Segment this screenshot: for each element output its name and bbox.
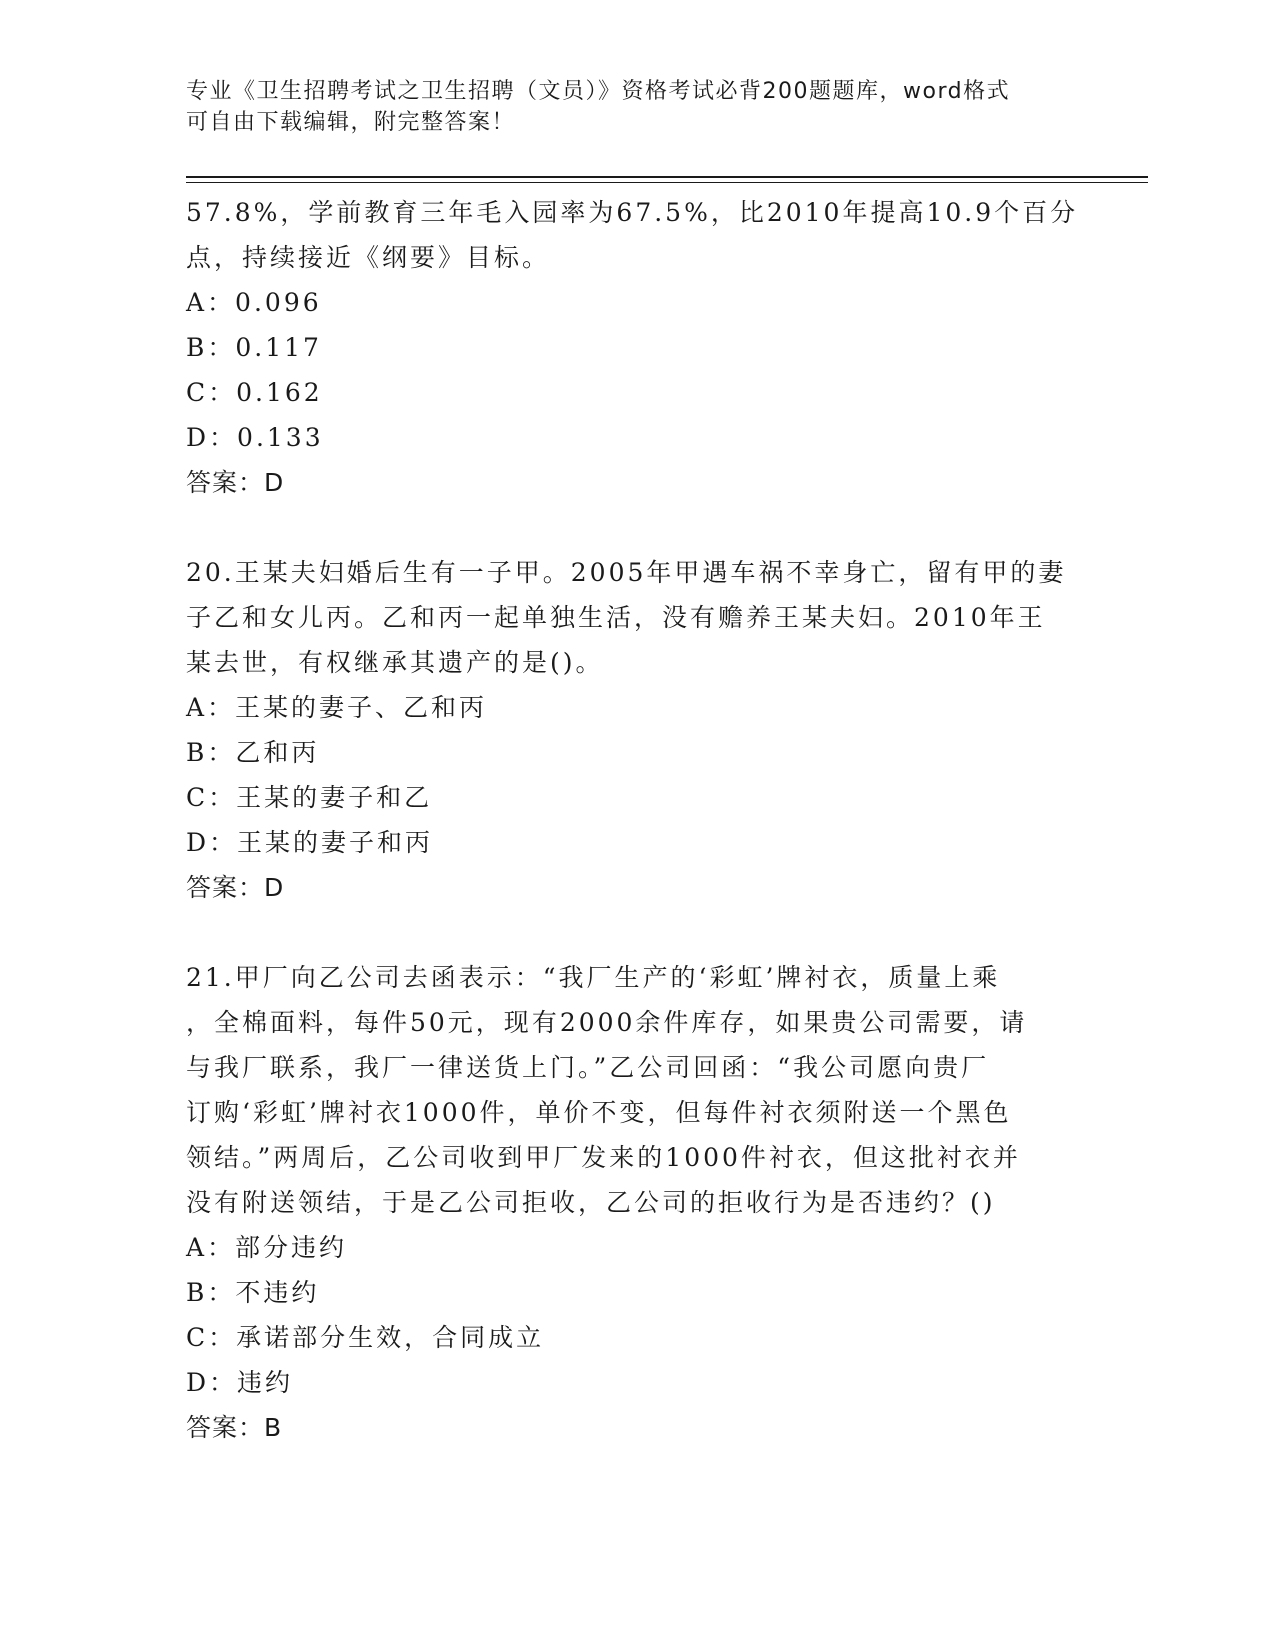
option-c: C：0.162 [186,378,323,407]
option-c: C：王某的妻子和乙 [186,783,433,812]
option-b: B：0.117 [186,333,322,362]
header-line-2: 可自由下载编辑，附完整答案！ [186,110,516,135]
question-text-line: 领结。”两周后，乙公司收到甲厂发来的1000件衬衣，但这批衬衣并 [186,1143,1021,1172]
header-line-1: 专业《卫生招聘考试之卫生招聘（文员）》资格考试必背200题题库，word格式 [186,79,1011,104]
answer-line: 答案：D [186,468,285,497]
answer-line: 答案：B [186,1413,283,1442]
question-text-line: 与我厂联系，我厂一律送货上门。”乙公司回函：“我公司愿向贵厂 [186,1053,990,1082]
option-c: C：承诺部分生效，合同成立 [186,1323,545,1352]
option-b: B：不违约 [186,1278,320,1307]
question-text-line: ，全棉面料，每件50元，现有2000余件库存，如果贵公司需要，请 [186,1008,1028,1037]
option-d: D：0.133 [186,423,324,452]
option-d: D：王某的妻子和丙 [186,828,434,857]
answer-line: 答案：D [186,873,285,902]
option-b: B：乙和丙 [186,738,320,767]
question-text-line: 订购‘彩虹’牌衬衣1000件，单价不变，但每件衬衣须附送一个黑色 [186,1098,1012,1127]
question-text-line: 某去世，有权继承其遗产的是()。 [186,648,604,677]
spacer [186,910,1086,955]
question-text-line: 21.甲厂向乙公司去函表示：“我厂生产的‘彩虹’牌衬衣，质量上乘 [186,963,1001,992]
spacer [186,505,1086,550]
option-a: A：0.096 [186,288,322,317]
question-text-line: 57.8%，学前教育三年毛入园率为67.5%，比2010年提高10.9个百分 [186,198,1079,227]
question-text-line: 点，持续接近《纲要》目标。 [186,243,551,272]
header-rule-thin [186,182,1148,183]
option-a: A：王某的妻子、乙和丙 [186,693,488,722]
option-a: A：部分违约 [186,1233,348,1262]
question-21 [186,955,1086,1450]
question-text-line: 子乙和女儿丙。乙和丙一起单独生活，没有赡养王某夫妇。2010年王 [186,603,1046,632]
document-body [186,190,1086,1450]
header-rule-thick [186,176,1148,178]
question-text-line: 没有附送领结，于是乙公司拒收，乙公司的拒收行为是否违约？() [186,1188,996,1217]
document-header [186,76,1066,138]
option-d: D：违约 [186,1368,294,1397]
question-text-line: 20.王某夫妇婚后生有一子甲。2005年甲遇车祸不幸身亡，留有甲的妻 [186,558,1067,587]
question-20 [186,550,1086,910]
question-continuation [186,190,1086,505]
